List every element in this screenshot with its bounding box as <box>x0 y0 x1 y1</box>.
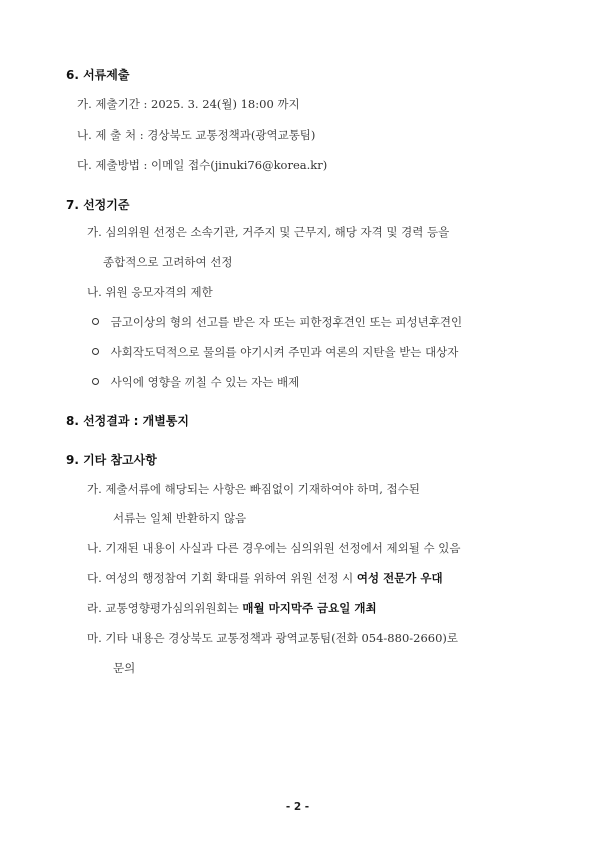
item-text: 심의위원 선정은 소속기관, 거주지 및 근무지, 해당 자격 및 경력 등을 <box>105 225 450 239</box>
section-9-heading: 9. 기타 참고사항 <box>66 453 157 467</box>
note-c <box>87 570 443 586</box>
section-6-heading: 6. 서류제출 <box>66 68 130 82</box>
item-text: 제출서류에 해당되는 사항은 빠짐없이 기재하여야 하며, 접수된 <box>105 482 420 496</box>
section-7-heading: 7. 선정기준 <box>66 198 130 212</box>
item-marker: 가. <box>77 97 92 111</box>
page-number: - 2 - <box>285 801 310 813</box>
bullet-text: 사익에 영향을 끼칠 수 있는 자는 배제 <box>110 375 300 389</box>
note-e-line1 <box>87 630 458 646</box>
restriction-bullet <box>92 374 299 390</box>
selection-criteria-line2: 종합적으로 고려하여 선정 <box>103 255 233 269</box>
bullet-text: 사회작도덕적으로 물의를 야기시켜 주민과 여론의 지탄을 받는 대상자 <box>110 345 459 359</box>
circle-bullet-icon <box>92 348 99 355</box>
item-marker: 나. <box>87 285 102 299</box>
item-marker: 다. <box>87 571 102 585</box>
item-marker: 마. <box>87 631 102 645</box>
note-a-line1 <box>87 481 420 497</box>
item-marker: 가. <box>87 482 102 496</box>
emphasis-text: 매월 마지막주 금요일 개최 <box>242 601 377 615</box>
section-8-heading: 8. 선정결과 : 개별통지 <box>66 414 189 428</box>
circle-bullet-icon <box>92 318 99 325</box>
item-text: 기타 내용은 경상북도 교통정책과 광역교통팀(전화 054-880-2660)로 <box>105 631 459 645</box>
eligibility-restriction <box>87 284 213 300</box>
selection-criteria-line1 <box>87 224 449 240</box>
item-marker: 라. <box>87 601 102 615</box>
note-d <box>87 600 377 616</box>
restriction-bullet <box>92 344 458 360</box>
circle-bullet-icon <box>92 378 99 385</box>
item-marker: 다. <box>77 158 92 172</box>
item-text: 위원 응모자격의 제한 <box>105 285 213 299</box>
item-text: 제 출 처 : 경상북도 교통정책과(광역교통팀) <box>95 128 316 142</box>
bullet-text: 금고이상의 형의 선고를 받은 자 또는 피한정후견인 또는 피성년후견인 <box>110 315 463 329</box>
submission-period <box>77 96 300 112</box>
note-e-line2: 문의 <box>113 661 136 675</box>
item-text: 제출방법 : 이메일 접수(jinuki76@korea.kr) <box>95 158 328 172</box>
item-text: 기재된 내용이 사실과 다른 경우에는 심의위원 선정에서 제외될 수 있음 <box>105 541 461 555</box>
restriction-bullet <box>92 314 462 330</box>
item-marker: 나. <box>77 128 92 142</box>
note-a-line2: 서류는 일체 반환하지 않음 <box>113 511 247 525</box>
submission-method <box>77 157 327 173</box>
item-marker: 나. <box>87 541 102 555</box>
item-marker: 가. <box>87 225 102 239</box>
item-text: 여성의 행정참여 기회 확대를 위하여 위원 선정 시 <box>105 571 357 585</box>
item-text: 제출기간 : 2025. 3. 24(월) 18:00 까지 <box>95 97 300 111</box>
emphasis-text: 여성 전문가 우대 <box>356 571 443 585</box>
item-text: 교통영향평가심의위원회는 <box>105 601 243 615</box>
note-b <box>87 540 460 556</box>
submission-destination <box>77 127 315 143</box>
